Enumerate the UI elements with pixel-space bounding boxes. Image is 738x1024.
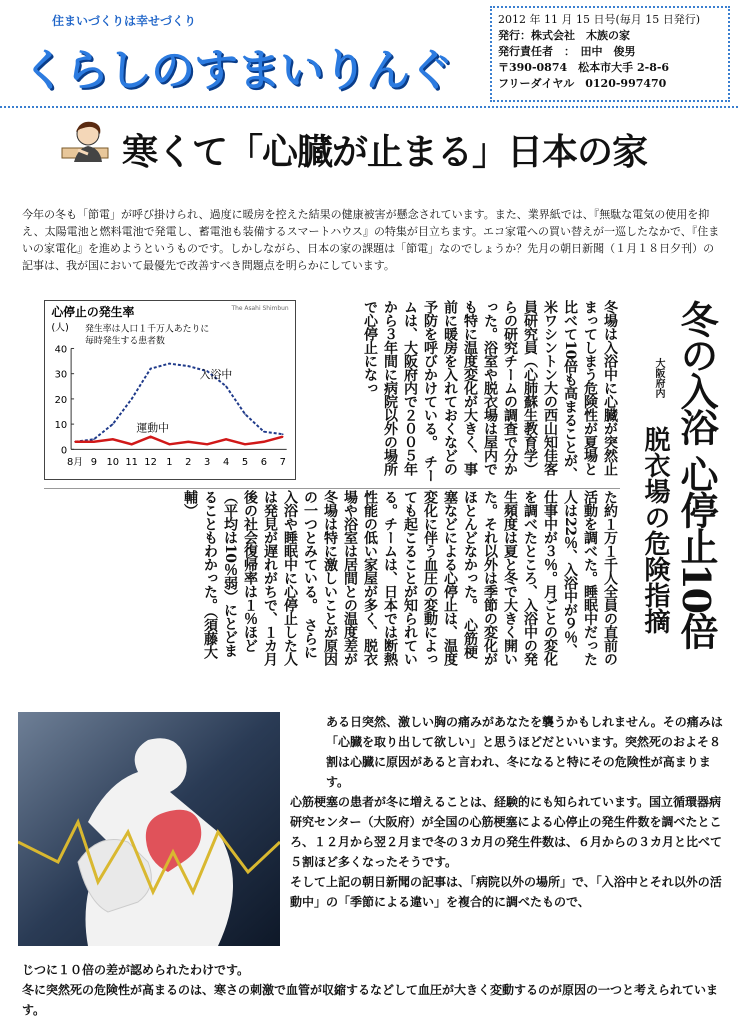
data-point: [169, 363, 171, 365]
data-point: [225, 438, 227, 440]
data-point: [282, 433, 284, 435]
x-tick-label: 8月: [66, 457, 84, 469]
y-tick-label: 30: [54, 369, 68, 381]
data-point: [74, 441, 76, 443]
y-tick-label: 20: [54, 394, 68, 406]
x-tick-label: 11: [125, 457, 138, 469]
data-point: [263, 441, 265, 443]
body-paragraph-2: 心筋梗塞の患者が冬に増えることは、経験的にも知られています。国立循環器病研究センター（大阪府）が全国の心筋梗塞による心停止の発生件数を調べたところ、１２月から翌２月まで冬の３カ月の発生件数は、６月からの３カ月と比べて５割ほど多くなったそうです。: [290, 795, 723, 869]
data-point: [131, 443, 133, 445]
data-point: [282, 436, 284, 438]
x-tick-label: 12: [144, 457, 157, 469]
legend-exercise: 運動中: [136, 421, 169, 435]
data-point: [112, 423, 114, 425]
publisher: 発行：株式会社 木族の家: [498, 29, 630, 42]
y-tick-label: 40: [54, 344, 68, 356]
body-paragraph-3: そして上記の朝日新聞の記事は、「病院以外の場所」で、「入浴中とそれ以外の活動中」の「季節による違い」を複合的に調べたもので、: [290, 875, 722, 909]
headline-sub: 脱衣場の危険指摘: [640, 426, 670, 634]
chart-note-2: 毎時発生する患者数: [84, 336, 165, 347]
editor: 発行責任者 ： 田中 俊男: [498, 45, 636, 58]
newsletter-header: [0, 0, 738, 108]
legend-bathing: 入浴中: [199, 368, 233, 382]
tagline: 住まいづくりは幸せづくり: [52, 14, 197, 28]
thinking-person-icon: [60, 118, 112, 172]
body-paragraph-4: 冬に突然死の危険性が高まるのは、寒さの刺激で血管が収縮するなどして血圧が大きく変動するのが原因の一つと考えられています。: [22, 983, 719, 1017]
x-tick-label: 4: [222, 457, 230, 469]
article-text-part2: た約１万１千人全員の直前の活動を調べた。睡眠中だった人は22％、入浴中が９％、仕事中が３％。月ごとの変化を調べたところ、入浴中の発生頻度は夏と冬で大きく開いた。それ以外は季節の変化がほとんどなかった。 心筋梗塞などによる心停止は、温度変化に伴う血圧の変動によっても起こることが知られている。チームは、日本では断熱性能の低い家屋が多く、脱衣場や浴室は居間との温度差が冬場は特に激しいことが原因の一つとみている。 さらに入浴や睡眠中に心停止した人は発見が遅れがちで、１カ月後の社会復帰率は１％ほど（平均は10％弱）にとどまることもわかった。（須藤大輔）: [182, 490, 618, 666]
chart-title: 心停止の発生率: [51, 304, 135, 319]
chest-pain-illustration: [18, 712, 280, 946]
y-tick-label: 10: [54, 420, 68, 432]
data-point: [93, 438, 95, 440]
data-point: [188, 365, 190, 367]
data-point: [169, 443, 171, 445]
x-tick-label: 6: [260, 457, 268, 469]
data-point: [131, 398, 133, 400]
x-tick-label: 3: [204, 457, 211, 469]
chart-ylabel: (人): [51, 322, 69, 334]
publication-info: [490, 6, 730, 102]
chart-note-1: 発生率は人口１千万人あたりに: [84, 324, 210, 335]
x-tick-label: 2: [185, 457, 192, 469]
newsletter-logo: くらしのすまいりんぐ: [22, 45, 452, 96]
page-title: 寒くて「心臓が止まる」日本の家: [122, 132, 648, 173]
data-point: [225, 386, 227, 388]
intro-paragraph: 今年の冬も「節電」が呼び掛けられ、過度に暖房を控えた結果の健康被害が懸念されています。また、業界紙では、『無駄な電気の使用を抑え、太陽電池と燃料電池で発電し、蓄電池も装備するスマートハウス』の特集が目立ちます。エコ家電への買い替えが一巡したなかで、『住まいの家電化』を進めようというものです。しかしながら、日本の家の課題は「節電」なのでしょうか？先月の朝日新聞（１月１８日夕刊）の記事は、我が国において最優先で改善すべき問題点を明らかにしています。: [22, 208, 720, 272]
x-tick-label: 1: [166, 457, 173, 469]
newspaper-clipping: [30, 300, 718, 668]
column-divider: [44, 488, 620, 489]
body-paragraph-3-end: じつに１０倍の差が認められたわけです。: [22, 963, 250, 977]
headline-main: 冬の入浴 心停止10倍: [674, 300, 719, 649]
data-point: [244, 443, 246, 445]
body-text-column: [290, 712, 726, 912]
data-point: [150, 368, 152, 370]
cardiac-arrest-chart: [44, 300, 296, 480]
data-point: [244, 413, 246, 415]
data-point: [150, 436, 152, 438]
data-point: [263, 431, 265, 433]
y-tick-label: 0: [60, 445, 68, 457]
clipping-headline: [620, 300, 718, 660]
data-point: [206, 443, 208, 445]
data-point: [188, 441, 190, 443]
data-point: [112, 438, 114, 440]
title-section: [60, 116, 680, 186]
data-point: [93, 441, 95, 443]
x-tick-label: 9: [90, 457, 98, 469]
x-tick-label: 7: [279, 457, 286, 469]
address: 〒390-0874 松本市大手 2-8-6: [498, 61, 670, 74]
freedial: フリーダイヤル 0120-997470: [498, 77, 667, 90]
article-text-part1: 冬場は入浴中に心臓が突然止まってしまう危険性が夏場と比べて10倍も高まることが、米ワシントン大の西山知佳客員研究員（心肺蘇生教育学）らの研究チームの調査で分かった。浴室や脱衣場は屋内でも特に温度変化が大きく、事前に暖房を入れておくなどの予防を呼びかけている。 チームは、大阪府内で２００５年から３年間に病院以外の場所で心停止になっ: [362, 300, 618, 482]
headline-region: 大阪府内: [653, 358, 664, 398]
x-tick-label: 10: [106, 457, 120, 469]
body-text-bottom: [22, 960, 732, 1020]
chart-source: The Asahi Shimbun: [231, 304, 289, 312]
issue-date: 2012 年 11 月 15 日号(毎月 15 日発行): [498, 13, 701, 26]
body-paragraph-1: ある日突然、激しい胸の痛みがあなたを襲うかもしれません。その痛みは「心臓を取り出して欲しい」と思うほどだといいます。突然死のおよそ８割は心臓に原因があると言われ、冬になると特にその危険性が高まります。: [326, 715, 723, 789]
x-tick-label: 5: [241, 457, 249, 469]
